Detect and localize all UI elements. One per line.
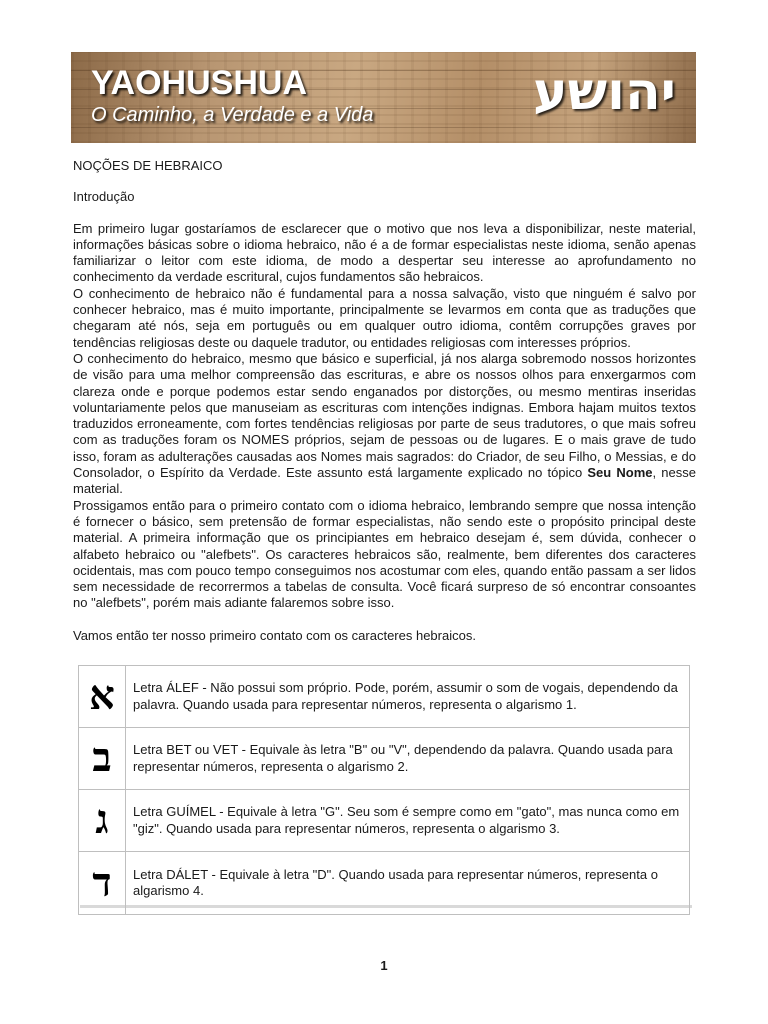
letter-alef-glyph: א bbox=[79, 666, 126, 728]
banner-title: YAOHUSHUA bbox=[91, 64, 308, 102]
letter-guimel-description: Letra GUÍMEL - Equivale à letra "G". Seu som é sempre como em "gato", mas nunca como em "giz". Quando usada para representar números, representa o algarismo 3. bbox=[126, 790, 690, 852]
table-row bbox=[79, 852, 690, 915]
letter-bet-glyph: ב bbox=[79, 728, 126, 790]
letter-dalet-description: Letra DÁLET - Equivale à letra "D". Quando usada para representar números, representa o algarismo 4. bbox=[126, 852, 690, 915]
header-banner bbox=[71, 52, 696, 143]
document-body bbox=[73, 158, 696, 644]
section-title: Introdução bbox=[73, 189, 135, 205]
letter-alef-description: Letra ÁLEF - Não possui som próprio. Pode, porém, assumir o som de vogais, dependendo da palavra. Quando usada para representar números, representa o algarismo 1. bbox=[126, 666, 690, 728]
banner-hebrew-name: יהושע bbox=[533, 62, 676, 122]
hebrew-letters-table bbox=[78, 665, 690, 915]
paragraph-4: Prossigamos então para o primeiro contato com o idioma hebraico, lembrando sempre que nossa intenção é fornecer o básico, sem pretensão de formar especialistas, não sendo este o propósito principal deste material. A primeira informação que os principiantes em hebraico desejam é, sem dúvida, conhecer o alfabeto hebraico ou "alefbets". Os caracteres hebraicos são, realmente, bem diferentes dos caracteres ocidentais, mas com pouco tempo conseguimos nos acostumar com eles, quando então passam a ser lidos sem necessidade de recorrermos a tabelas de consulta. Você ficará surpreso de só encontrar consoantes no "alefbets", porém mais adiante falaremos sobre isso. bbox=[73, 497, 696, 611]
paragraph-1: Em primeiro lugar gostaríamos de esclarecer que o motivo que nos leva a disponibilizar, neste material, informações básicas sobre o idioma hebraico, não é a de formar especialistas neste idioma, senão apenas familiarizar o leitor com este idioma, de modo a despertar seu interesse ao aprofundamento no conhecimento da verdade escritural, cujos fundamentos são hebraicos. bbox=[73, 220, 696, 285]
letter-dalet-glyph: ד bbox=[79, 852, 126, 915]
letter-bet-description: Letra BET ou VET - Equivale às letra "B" ou "V", dependendo da palavra. Quando usada para representar números, representa o algarismo 2. bbox=[126, 728, 690, 790]
seu-nome-topic: Seu Nome bbox=[587, 465, 653, 481]
paragraph-3-end: , nesse material. bbox=[73, 465, 696, 497]
table-row bbox=[79, 728, 690, 790]
letter-guimel-glyph: ג bbox=[79, 790, 126, 852]
paragraph-2: O conhecimento de hebraico não é fundamental para a nossa salvação, visto que ninguém é salvo por conhecer hebraico, mas é muito importante, principalmente se levarmos em conta que as traduções que chegaram até nós, seja em português ou em qualquer outro idioma, contêm corrupções graves por tendências religiosas deste ou daquele tradutor, ou entidades religiosas com interesses próprios. bbox=[73, 285, 696, 350]
table-row bbox=[79, 666, 690, 728]
paragraph-3 bbox=[73, 351, 696, 498]
table-row bbox=[79, 790, 690, 852]
document-heading: NOÇÕES DE HEBRAICO bbox=[73, 158, 223, 173]
paragraph-3-text: O conhecimento do hebraico, mesmo que básico e superficial, já nos alarga sobremodo nossos horizontes de visão para uma melhor compreensão das escrituras, e abre os nossos olhos para enxergarmos com clareza onde e porque podemos estar sendo enganados por distorções, ou mesmo mentiras inseridas voluntariamente pelos que manuseiam as escrituras com intenções indignas. Embora hajam muitos textos traduzidos erroneamente, com fortes tendências religiosas por parte de seus tradutores, o que mais sofreu com as traduções foram os NOMES próprios, sejam de pessoas ou de lugares. E o mais grave de tudo isso, foram as adulterações causadas aos Nomes mais sagrados: do Criador, de seu Filho, o Messias, e do Consolador, o Espírito da Verdade. Este assunto está largamente explicado no tópico bbox=[73, 350, 696, 481]
banner-subtitle: O Caminho, a Verdade e a Vida bbox=[91, 104, 374, 126]
paragraph-5: Vamos então ter nosso primeiro contato com os caracteres hebraicos. bbox=[73, 627, 476, 643]
page-number: 1 bbox=[380, 958, 388, 973]
